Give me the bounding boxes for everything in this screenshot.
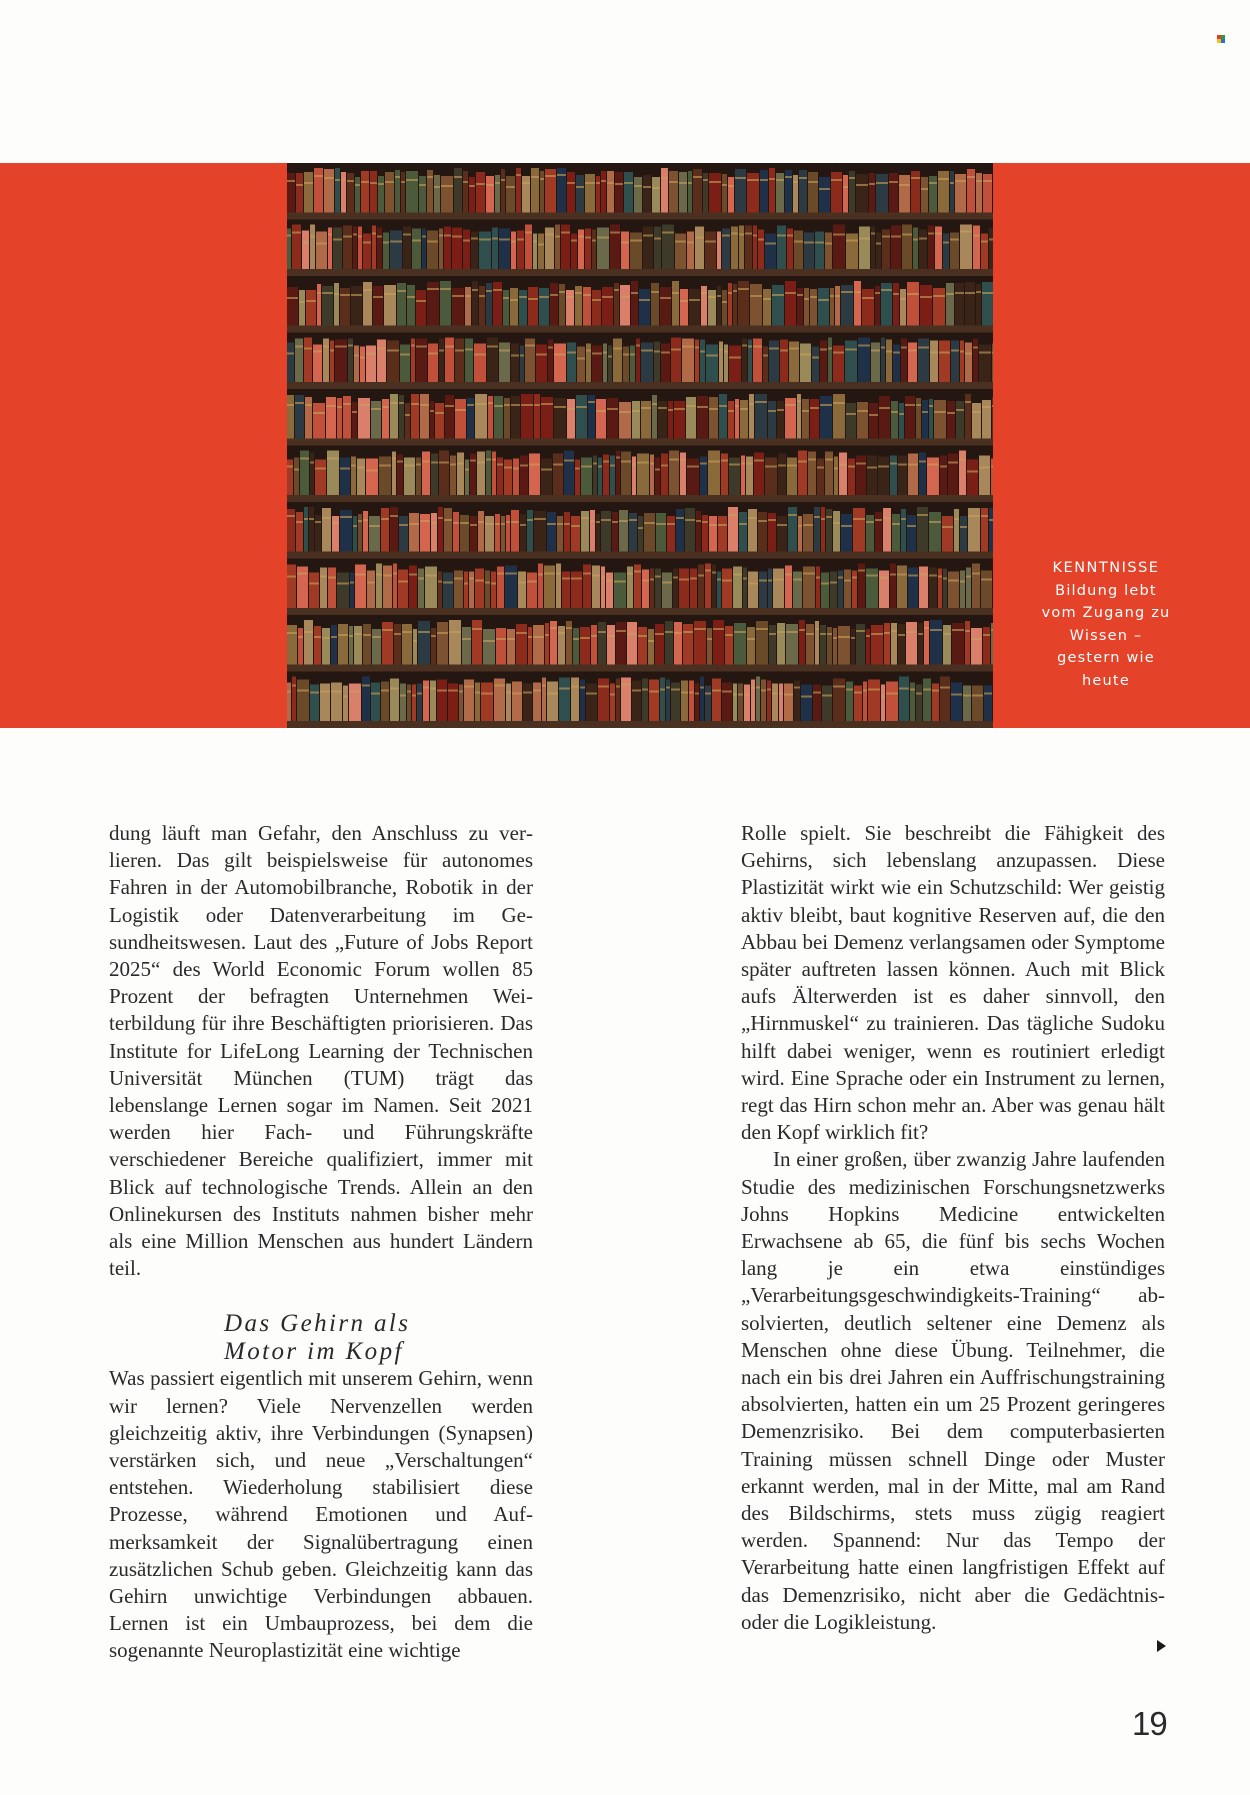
body-paragraph: dung läuft man Gefahr, den Anschluss zu verlieren. Das gilt beispielsweise für autonomes Fahren in der Automobilbranche, Robotik in der Logistik oder Datenverarbeitung im Gesundheitswesen. Laut des „Future of Jobs Report 2025“ des World Economic Forum wollen 85 Prozent der befragten Unternehmen Weiterbildung für ihre Beschäftigten priorisieren. Das Institute for LifeLong Learning der Technischen Universität München (TUM) trägt das lebenslange Lernen sogar im Namen. Seit 2021 werden hier Fach- und Führungskräfte verschiedener Bereiche qualifiziert, immer mit Blick auf technologische Trends. Allein an den Onlinekursen des Instituts nahmen bisher mehr als eine Million Menschen aus hundert Ländern teil. — [109, 821, 533, 1281]
section-heading-line: Das Gehirn als — [224, 1310, 411, 1338]
caption-text: Bildung lebt vom Zugang zu Wissen – gestern wie heute — [1041, 582, 1171, 689]
body-paragraph: In einer großen, über zwanzig Jahre laufenden Studie des medizinischen Forschungsnetzwerks Johns Hopkins Medicine entwickelten Erwachsene ab 65, die fünf bis sechs Wochen lang je ein etwa einstündiges „Verarbeitungsgeschwindigkeits-Training“ absolvierten, deutlich seltener eine Demenz als Menschen ohne diese Übung. Teilnehmer, die nach ein bis drei Jahren ein Auffrischungstraining absolvierten, hatten ein um 25 Prozent geringeres Demenzrisiko. Bei dem computerbasierten Training müssen schnell Dinge oder Muster erkannt werden, mal in der Mitte, mal am Rand des Bildschirms, stets muss zügig reagiert werden. Spannend: Nur das Tempo der Verarbeitung hatte einen langfristigen Effekt auf das Demenzrisiko, nicht aber die Gedächtnis- oder die Logikleistung. — [741, 1147, 1165, 1634]
image-caption — [1040, 557, 1172, 693]
right-column — [741, 820, 1165, 1636]
continue-arrow-icon — [1157, 1640, 1166, 1652]
section-heading — [224, 1310, 533, 1365]
section-heading-line: Motor im Kopf — [224, 1337, 404, 1365]
bookshelf-photo — [287, 163, 993, 728]
left-column — [109, 820, 533, 1665]
body-paragraph: Rolle spielt. Sie beschreibt die Fähigkeit des Gehirns, sich lebenslang anzupassen. Diese Plastizität wirkt wie ein Schutzschild: Wer geistig aktiv bleibt, baut kognitive Reserven auf, die den Abbau bei Demenz verlangsamen oder Symptome später auftreten lassen können. Auch mit Blick aufs Älterwerden ist es daher sinnvoll, den „Hirnmuskel“ zu trainieren. Das tägliche Sudoku hilft dabei weniger, wenn es routiniert erledigt wird. Eine Sprache oder ein Instrument zu lernen, regt das Hirn schon mehr an. Aber was genau hält den Kopf wirklich fit? — [741, 821, 1165, 1145]
bookshelf-illustration — [287, 163, 993, 728]
caption-kicker: KENNTNISSE — [1052, 560, 1160, 576]
color-registration-mark — [1217, 35, 1225, 43]
page-number: 19 — [1132, 1705, 1167, 1742]
body-paragraph: Was passiert eigentlich mit unserem Gehirn, wenn wir lernen? Viele Nervenzellen werden gleichzeitig aktiv, ihre Verbindungen (Synapsen) verstärken sich, und neue „Verschaltungen“ entstehen. Wiederholung stabilisiert diese Prozesse, während Emotionen und Aufmerksamkeit der Signalübertragung einen zusätzlichen Schub geben. Gleichzeitig kann das Gehirn unwichtige Verbindungen abbauen. Lernen ist ein Umbauprozess, bei dem die sogenannte Neuroplastizität eine wichtige — [109, 1366, 533, 1663]
